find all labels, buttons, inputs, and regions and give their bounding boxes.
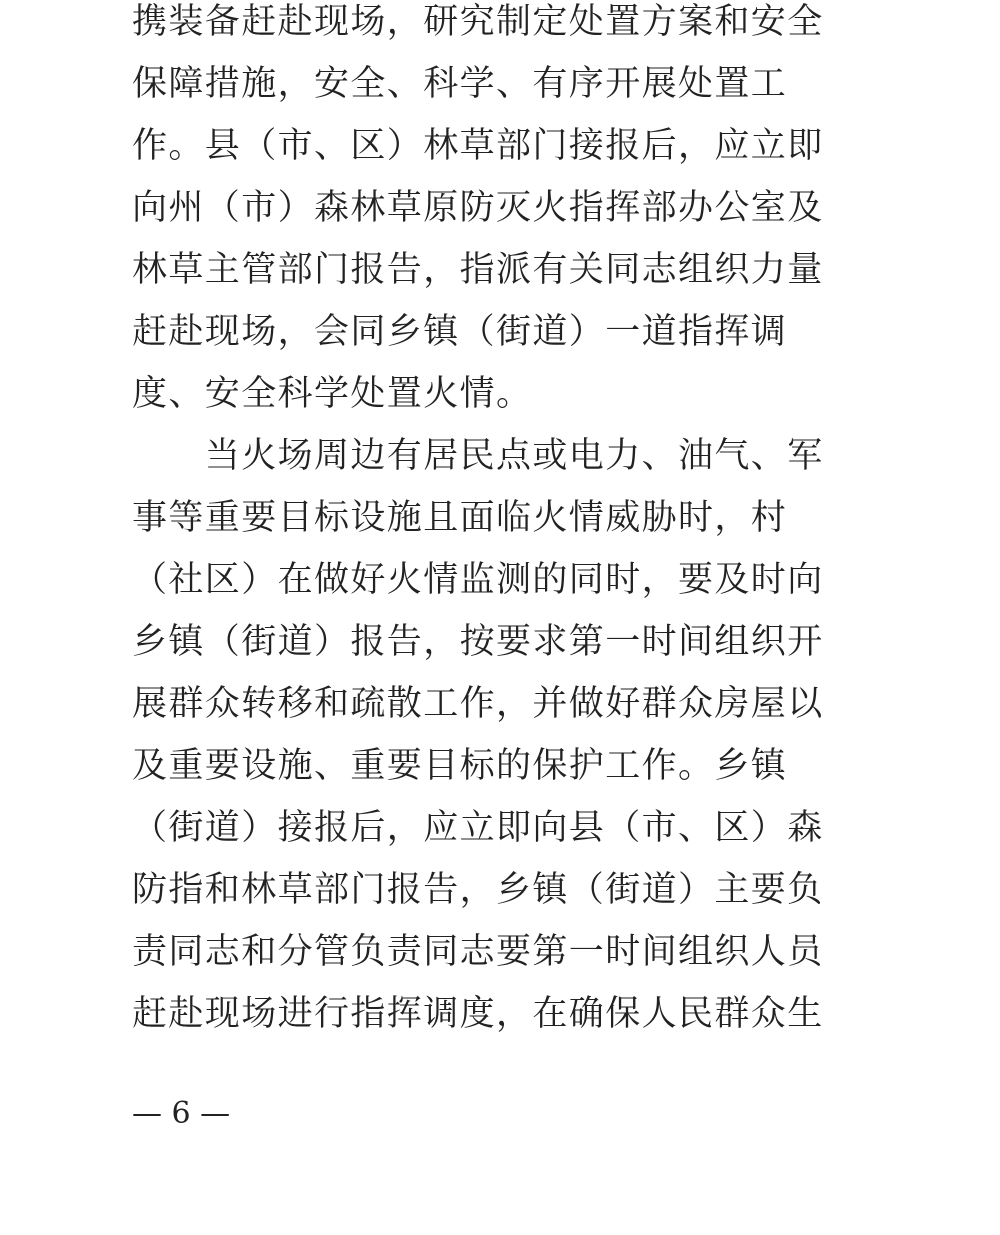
text-line: 防指和林草部门报告，乡镇（街道）主要负: [132, 870, 824, 910]
text-line: （社区）在做好火情监测的同时，要及时向: [132, 560, 824, 600]
text-line: 保障措施，安全、科学、有序开展处置工: [132, 64, 788, 104]
text-line: 乡镇（街道）报告，按要求第一时间组织开: [132, 622, 824, 662]
text-line: 当火场周边有居民点或电力、油气、军: [132, 436, 824, 476]
text-line: 作。县（市、区）林草部门接报后，应立即: [132, 126, 824, 166]
text-line: 向州（市）森林草原防灭火指挥部办公室及: [132, 188, 824, 228]
text-line: 赶赴现场，会同乡镇（街道）一道指挥调: [132, 312, 788, 352]
text-line: 林草主管部门报告，指派有关同志组织力量: [132, 250, 824, 290]
text-line: 度、安全科学处置火情。: [132, 374, 533, 414]
text-line: 责同志和分管负责同志要第一时间组织人员: [132, 932, 824, 972]
text-line: 展群众转移和疏散工作，并做好群众房屋以: [132, 684, 824, 724]
text-line: 及重要设施、重要目标的保护工作。乡镇: [132, 746, 788, 786]
text-line: 赶赴现场进行指挥调度，在确保人民群众生: [132, 994, 824, 1034]
page-number: — 6 —: [132, 1096, 231, 1131]
text-line: （街道）接报后，应立即向县（市、区）森: [132, 808, 824, 848]
text-line: 事等重要目标设施且面临火情威胁时，村: [132, 498, 788, 538]
text-line: 携装备赶赴现场，研究制定处置方案和安全: [132, 2, 824, 42]
